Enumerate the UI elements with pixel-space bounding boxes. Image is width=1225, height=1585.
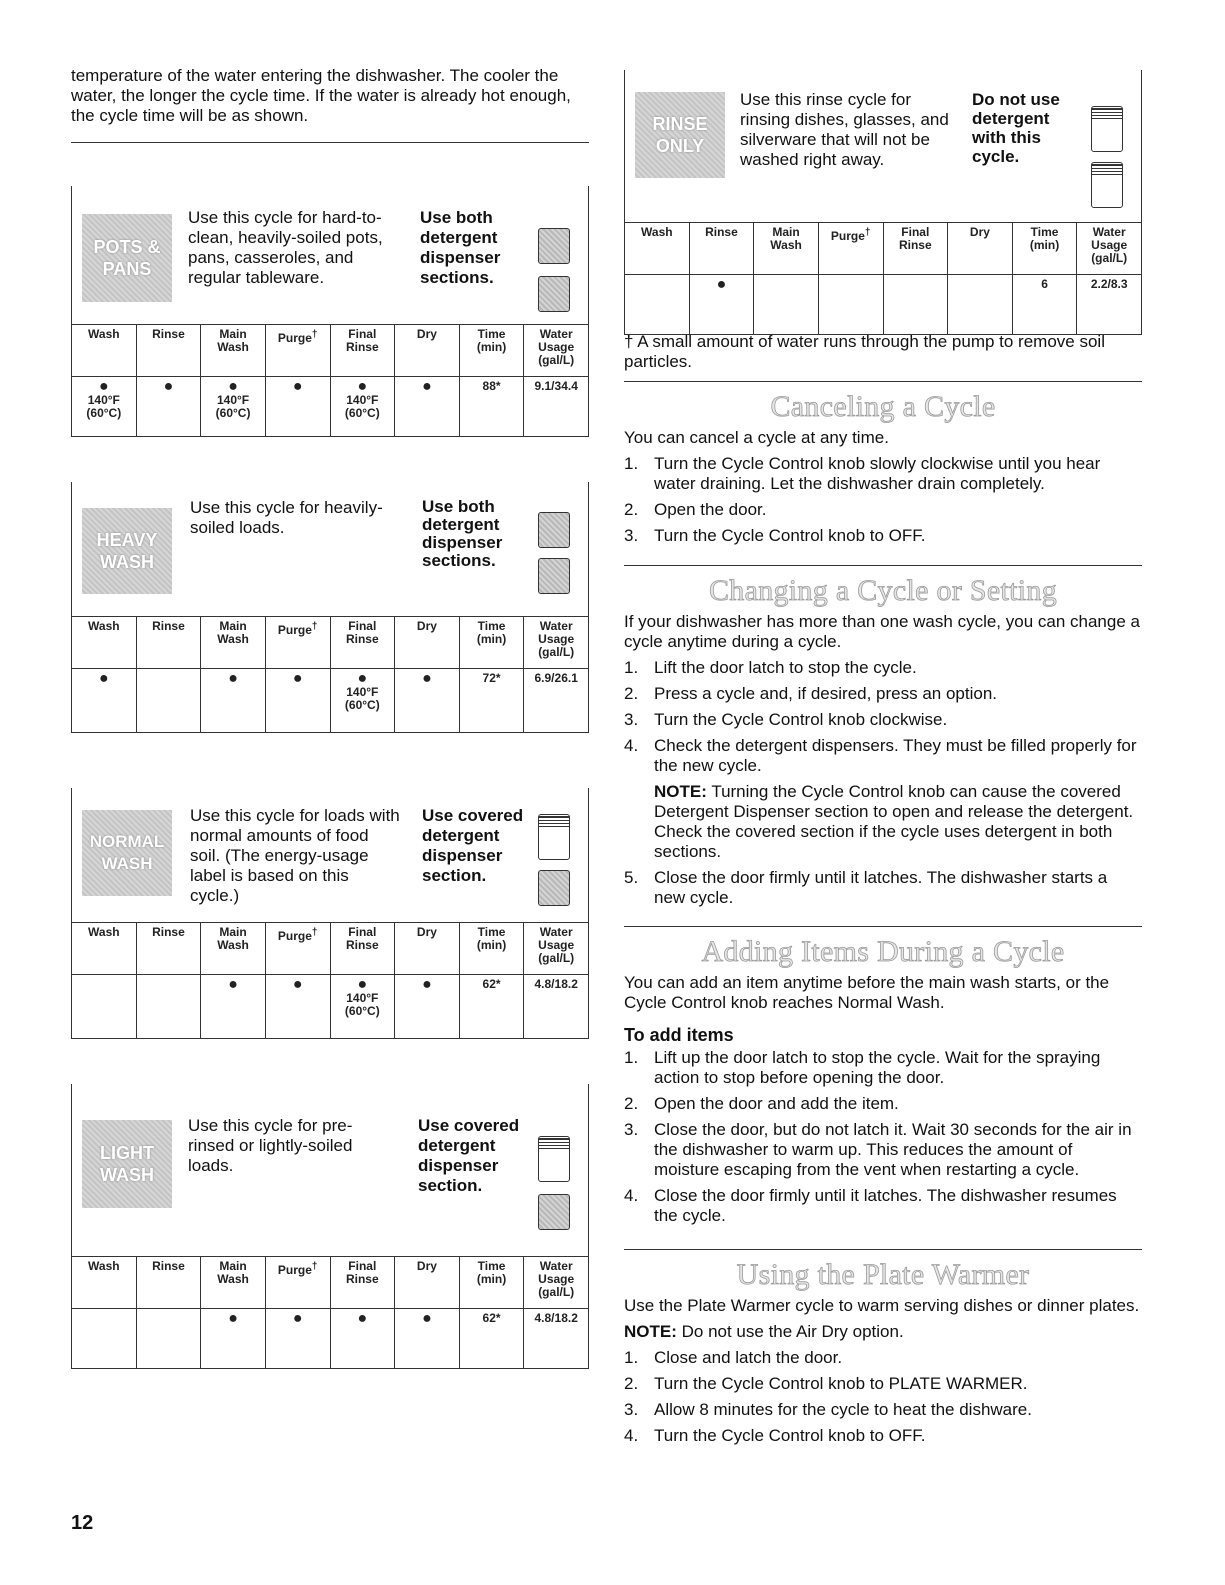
section-plate-warmer	[624, 1258, 1142, 1452]
col-dry: Dry	[948, 223, 1013, 275]
col-main-wash: Main Wash	[754, 223, 819, 275]
cell-time: 6	[1012, 275, 1077, 335]
list-item: 1. Lift the door latch to stop the cycle.	[624, 658, 917, 677]
cycle-pots-pans	[71, 186, 589, 437]
dispenser-lid	[539, 1138, 569, 1151]
note: NOTE: Do not use the Air Dry option.	[624, 1322, 904, 1341]
col-final-rinse: Final Rinse	[330, 923, 395, 975]
section-heading: Canceling a Cycle	[770, 390, 996, 423]
section-canceling	[624, 390, 1142, 552]
list-item: 3. Close the door, but do not latch it. Wait 30 seconds for the air in the dishwasher to warm up. This reduces the amount of moisture escaping from the vent when restarting a cycle.	[624, 1120, 1132, 1179]
col-wash: Wash	[72, 1257, 137, 1309]
detergent-instruction: Use both detergent dispenser sections.	[422, 497, 503, 570]
col-water: Water Usage (gal/L)	[524, 923, 589, 975]
steps-list	[624, 658, 1142, 908]
cell-water: 4.8/18.2	[524, 975, 589, 1039]
list-item: 4. Close the door firmly until it latches. The dishwasher resumes the cycle.	[624, 1186, 1117, 1225]
cell-main-wash: ●	[201, 1309, 266, 1369]
cell-time: 62*	[459, 975, 524, 1039]
list-item: 1. Close and latch the door.	[624, 1348, 843, 1367]
cell-dry: ●	[395, 669, 460, 733]
page-number: 12	[71, 1512, 94, 1534]
cycle-table	[71, 1256, 589, 1369]
cell-wash	[72, 1309, 137, 1369]
section-intro: Use the Plate Warmer cycle to warm serving dishes or dinner plates.	[624, 1296, 1140, 1315]
steps-list	[624, 1048, 1142, 1226]
col-rinse: Rinse	[136, 617, 201, 669]
cycle-heavy-wash	[71, 482, 589, 733]
detergent-dispenser-icon	[538, 512, 570, 548]
cycle-label: HEAVY WASH	[82, 508, 172, 594]
note: NOTE: Turning the Cycle Control knob can cause the covered Detergent Dispenser section to open and release the detergent. Check the covered section if the cycle uses detergent in both sections.	[654, 782, 1134, 861]
col-rinse: Rinse	[136, 923, 201, 975]
list-item: 3. Allow 8 minutes for the cycle to heat the dishware.	[624, 1400, 1032, 1419]
section-intro: You can cancel a cycle at any time.	[624, 428, 889, 447]
cycle-description: Use this rinse cycle for rinsing dishes, glasses, and silverware that will not be washed right away.	[740, 90, 949, 169]
col-rinse: Rinse	[136, 1257, 201, 1309]
cell-final-rinse: ● 140°F (60°C)	[330, 377, 395, 437]
col-water: Water Usage (gal/L)	[524, 1257, 589, 1309]
cell-dry: ●	[395, 975, 460, 1039]
col-water: Water Usage (gal/L)	[1077, 223, 1142, 275]
col-purge: Purge†	[265, 1257, 330, 1309]
col-purge: Purge†	[265, 325, 330, 377]
cycle-light-wash	[71, 1084, 589, 1369]
col-dry: Dry	[395, 923, 460, 975]
cycle-description: Use this cycle for heavily-soiled loads.	[190, 498, 383, 537]
cell-rinse: ●	[136, 377, 201, 437]
cycle-label: RINSE ONLY	[635, 92, 725, 178]
col-wash: Wash	[72, 923, 137, 975]
cycle-label: LIGHT WASH	[82, 1120, 172, 1208]
cell-water: 2.2/8.3	[1077, 275, 1142, 335]
cell-purge	[818, 275, 883, 335]
col-main-wash: Main Wash	[201, 923, 266, 975]
cycle-description: Use this cycle for pre-rinsed or lightly-soiled loads.	[188, 1116, 353, 1175]
col-dry: Dry	[395, 325, 460, 377]
cycle-description: Use this cycle for hard-to-clean, heavily-soiled pots, pans, casseroles, and regular tableware.	[188, 208, 383, 287]
col-time: Time (min)	[459, 923, 524, 975]
dispenser-lid	[1092, 164, 1122, 177]
divider	[624, 381, 1142, 382]
cell-purge: ●	[265, 377, 330, 437]
list-item: 2. Open the door.	[624, 500, 767, 519]
col-time: Time (min)	[459, 325, 524, 377]
cell-rinse	[136, 1309, 201, 1369]
cycle-label: POTS & PANS	[82, 214, 172, 302]
cell-water: 4.8/18.2	[524, 1309, 589, 1369]
col-final-rinse: Final Rinse	[330, 325, 395, 377]
cycle-table	[624, 222, 1142, 335]
col-time: Time (min)	[1012, 223, 1077, 275]
col-main-wash: Main Wash	[201, 325, 266, 377]
section-adding	[624, 935, 1142, 1232]
detergent-dispenser-icon	[538, 558, 570, 594]
detergent-dispenser-icon	[538, 228, 570, 264]
detergent-dispenser-icon	[538, 1194, 570, 1230]
col-rinse: Rinse	[136, 325, 201, 377]
divider	[71, 142, 589, 143]
col-water: Water Usage (gal/L)	[524, 617, 589, 669]
cell-purge: ●	[265, 975, 330, 1039]
purge-footnote: † A small amount of water runs through the pump to remove soil particles.	[624, 332, 1105, 371]
cell-wash	[72, 975, 137, 1039]
divider	[624, 1249, 1142, 1250]
cell-dry: ●	[395, 1309, 460, 1369]
detergent-instruction: Use covered detergent dispenser section.	[422, 806, 524, 885]
cell-final-rinse: ●	[330, 1309, 395, 1369]
subheading: To add items	[624, 1025, 734, 1045]
detergent-instruction: Use covered detergent dispenser section.	[418, 1116, 520, 1195]
cycle-normal-wash	[71, 788, 589, 1039]
section-intro: You can add an item anytime before the main wash starts, or the Cycle Control knob reaches Normal Wash.	[624, 973, 1110, 1012]
cell-wash: ●	[72, 669, 137, 733]
col-purge: Purge†	[265, 923, 330, 975]
cell-time: 62*	[459, 1309, 524, 1369]
list-item: 4. Turn the Cycle Control knob to OFF.	[624, 1426, 926, 1445]
detergent-dispenser-icon	[538, 870, 570, 906]
divider	[624, 565, 1142, 566]
dispenser-lid	[539, 816, 569, 829]
cell-water: 6.9/26.1	[524, 669, 589, 733]
dispenser-lid	[1092, 108, 1122, 121]
col-purge: Purge†	[818, 223, 883, 275]
col-rinse: Rinse	[689, 223, 754, 275]
cell-main-wash: ●	[201, 669, 266, 733]
section-changing	[624, 574, 1142, 914]
cell-wash	[625, 275, 690, 335]
cycle-label: NORMAL WASH	[82, 810, 172, 896]
col-wash: Wash	[72, 617, 137, 669]
detergent-instruction: Use both detergent dispenser sections.	[420, 208, 501, 287]
cell-final-rinse: ● 140°F (60°C)	[330, 975, 395, 1039]
detergent-instruction: Do not use detergent with this cycle.	[972, 90, 1060, 166]
cycle-table	[71, 616, 589, 733]
col-final-rinse: Final Rinse	[330, 1257, 395, 1309]
col-water: Water Usage (gal/L)	[524, 325, 589, 377]
col-final-rinse: Final Rinse	[883, 223, 948, 275]
cell-final-rinse	[883, 275, 948, 335]
section-heading: Adding Items During a Cycle	[701, 935, 1065, 968]
section-intro: If your dishwasher has more than one wash cycle, you can change a cycle anytime during a cycle.	[624, 612, 1140, 651]
cell-time: 88*	[459, 377, 524, 437]
list-item: 2. Press a cycle and, if desired, press an option.	[624, 684, 998, 703]
cell-dry	[948, 275, 1013, 335]
cell-rinse: ●	[689, 275, 754, 335]
cell-purge: ●	[265, 1309, 330, 1369]
list-item: 4. Check the detergent dispensers. They must be filled properly for the new cycle. NOTE: Turning the Cycle Control knob can cause the covered Detergent Dispenser section to open and release the detergent. Check the covered section if the cycle uses detergent in both sections.	[624, 736, 1142, 862]
cell-main-wash	[754, 275, 819, 335]
list-item: 5. Close the door firmly until it latches. The dishwasher starts a new cycle.	[624, 868, 1108, 907]
cell-water: 9.1/34.4	[524, 377, 589, 437]
list-item: 1. Turn the Cycle Control knob slowly clockwise until you hear water draining. Let the dishwasher drain completely.	[624, 454, 1101, 493]
cell-time: 72*	[459, 669, 524, 733]
cell-main-wash: ● 140°F (60°C)	[201, 377, 266, 437]
list-item: 3. Turn the Cycle Control knob to OFF.	[624, 526, 926, 545]
col-dry: Dry	[395, 1257, 460, 1309]
col-main-wash: Main Wash	[201, 617, 266, 669]
steps-list	[624, 1348, 1142, 1446]
section-heading: Changing a Cycle or Setting	[708, 574, 1058, 607]
cell-final-rinse: ● 140°F (60°C)	[330, 669, 395, 733]
col-wash: Wash	[625, 223, 690, 275]
section-heading: Using the Plate Warmer	[736, 1258, 1030, 1291]
cell-purge: ●	[265, 669, 330, 733]
cycle-rinse-only	[624, 70, 1142, 335]
cell-rinse	[136, 975, 201, 1039]
list-item: 3. Turn the Cycle Control knob clockwise.	[624, 710, 948, 729]
list-item: 2. Turn the Cycle Control knob to PLATE WARMER.	[624, 1374, 1028, 1393]
cycle-description: Use this cycle for loads with normal amounts of food soil. (The energy-usage label is based on this cycle.)	[190, 806, 400, 905]
col-final-rinse: Final Rinse	[330, 617, 395, 669]
steps-list	[624, 454, 1142, 546]
cycle-table	[71, 922, 589, 1039]
col-dry: Dry	[395, 617, 460, 669]
detergent-dispenser-icon	[538, 276, 570, 312]
intro-paragraph: temperature of the water entering the dishwasher. The cooler the water, the longer the cycle time. If the water is already hot enough, the cycle time will be as shown.	[71, 66, 571, 125]
col-time: Time (min)	[459, 1257, 524, 1309]
cell-dry: ●	[395, 377, 460, 437]
divider	[624, 926, 1142, 927]
cell-main-wash: ●	[201, 975, 266, 1039]
cycle-table	[71, 324, 589, 437]
col-purge: Purge†	[265, 617, 330, 669]
list-item: 2. Open the door and add the item.	[624, 1094, 899, 1113]
col-main-wash: Main Wash	[201, 1257, 266, 1309]
col-time: Time (min)	[459, 617, 524, 669]
cell-wash: ● 140°F (60°C)	[72, 377, 137, 437]
col-wash: Wash	[72, 325, 137, 377]
list-item: 1. Lift up the door latch to stop the cycle. Wait for the spraying action to stop before opening the door.	[624, 1048, 1101, 1087]
cell-rinse	[136, 669, 201, 733]
